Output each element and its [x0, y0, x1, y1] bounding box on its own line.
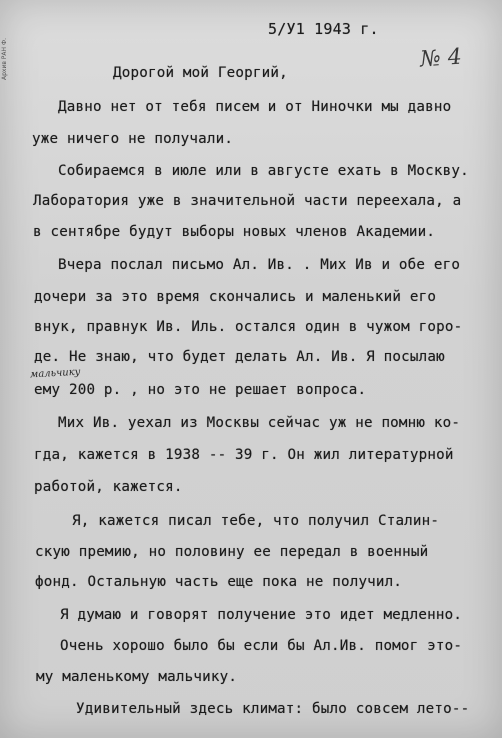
letter-line: Лаборатория уже в значительной части переехала, а	[33, 193, 462, 209]
letter-line: скую премию, но половину ее передал в военный	[35, 544, 429, 560]
letter-line: Вчера послал письмо Ал. Ив. . Мих Ив и обе его	[58, 257, 461, 273]
letter-line: Очень хорошо было бы если бы Ал.Ив. помог это-	[60, 638, 463, 654]
letter-line: Мих Ив. уехал из Москвы сейчас уж не помню ко-	[58, 415, 461, 431]
letter-line: в сентябре будут выборы новых членов Академии.	[33, 224, 436, 240]
letter-line: де. Не знаю, что будет делать Ал. Ив. Я посылаю	[34, 349, 445, 365]
archive-stamp: Архив РАН Ф.	[1, 37, 8, 80]
letter-line: гда, кажется в 1938 -- 39 г. Он жил литературной	[34, 447, 454, 463]
handwritten-insertion: мальчику	[29, 366, 81, 381]
letter-line: ему 200 р. , но это не решает вопроса.	[34, 382, 367, 398]
letter-line: Я, кажется писал тебе, что получил Сталин-	[72, 513, 440, 529]
greeting: Дорогой мой Георгий,	[113, 65, 288, 81]
letter-line: Удивительный здесь климат: было совсем лето--	[76, 701, 470, 717]
letter-line: му маленькому мальчику.	[36, 669, 238, 685]
page-mark: № 4	[419, 44, 463, 73]
letter-line: внук, правнук Ив. Иль. остался один в чужом горо-	[34, 319, 463, 335]
letter-line: дочери за это время скончались и маленький его	[34, 289, 437, 305]
letter-line: Давно нет от тебя писем и от Ниночки мы давно	[58, 99, 452, 115]
letter-date: 5/У1 1943 г.	[268, 20, 379, 38]
letter-line: фонд. Остальную часть еще пока не получил.	[35, 574, 403, 590]
letter-line: уже ничего не получали.	[32, 131, 234, 147]
letter-line: Собираемся в июле или в августе ехать в Москву.	[58, 163, 469, 179]
letter-line: работой, кажется.	[34, 479, 183, 495]
letter-line: Я думаю и говорят получение это идет медленно.	[60, 607, 463, 623]
